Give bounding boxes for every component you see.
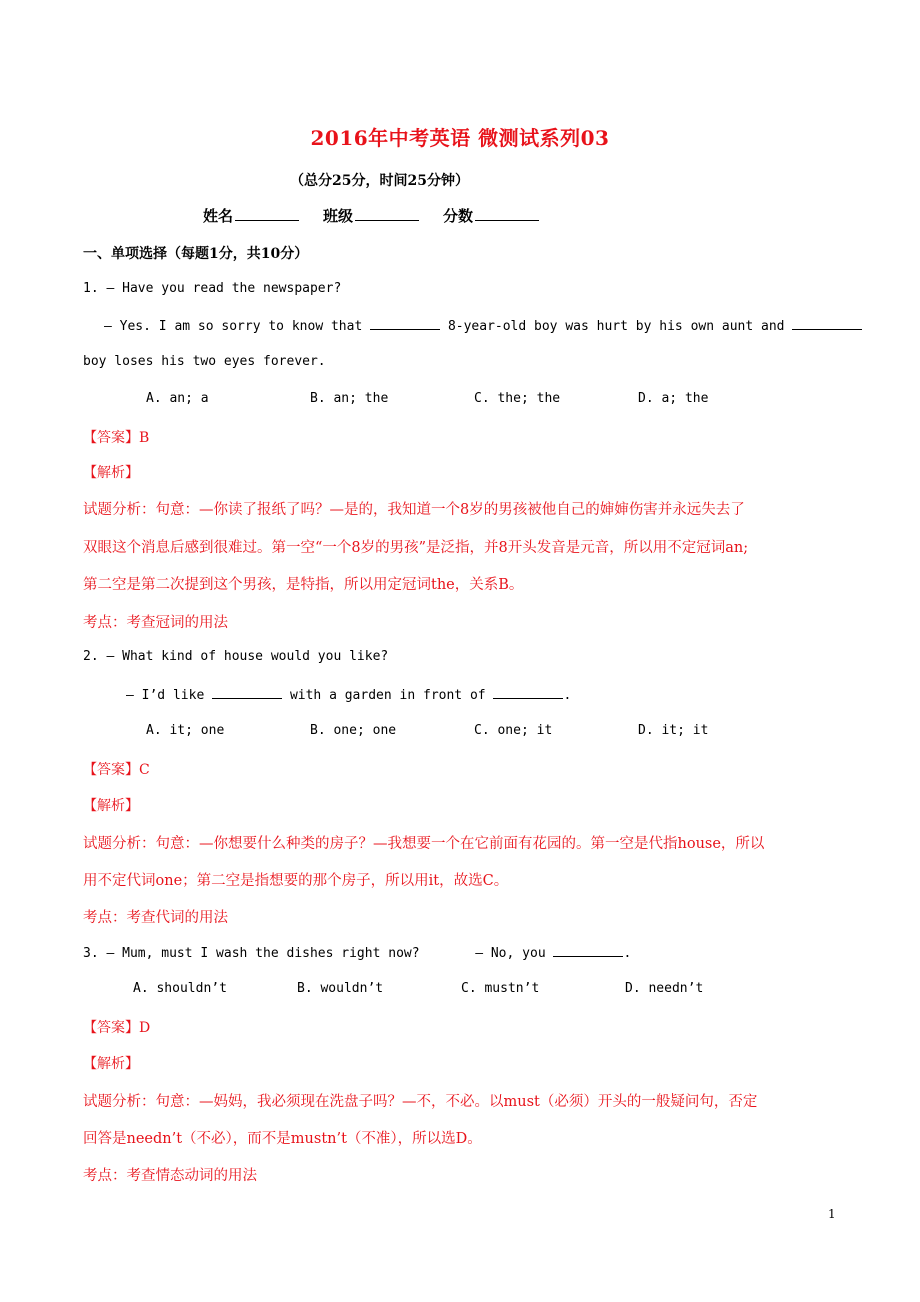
class-field: 班级 (323, 205, 419, 226)
question-1-line1: 1. — Have you read the newspaper? (83, 281, 342, 296)
page-title: 2016年中考英语 微测试系列03 (310, 126, 610, 150)
question-1-point: 考点：考查冠词的用法 (83, 615, 228, 631)
question-3-line1: 3. — Mum, must I wash the dishes right now? — No, you . (83, 946, 632, 961)
option-c: C. the; the (474, 391, 561, 406)
student-info-row (203, 205, 539, 226)
question-1-analysis-line: 第二空是第二次提到这个男孩，是特指，所以用定冠词the，关系B。 (83, 577, 524, 593)
blank (370, 317, 440, 330)
question-3-analysis-label: 【解析】 (83, 1056, 139, 1072)
question-3-analysis-line: 回答是needn’t（不必），而不是mustn’t（不准），所以选D。 (83, 1131, 482, 1147)
question-1-answer: 【答案】B (83, 430, 150, 446)
section-heading: 一、单项选择（每题1分，共10分） (83, 246, 309, 262)
question-1-options (146, 391, 802, 406)
question-3-answer: 【答案】D (83, 1020, 151, 1036)
blank (212, 686, 282, 699)
question-2-options (146, 723, 802, 738)
question-2-line2: — I’d like with a garden in front of . (126, 688, 572, 703)
option-b: B. an; the (310, 391, 389, 406)
option-d: D. a; the (638, 391, 709, 406)
question-1-analysis-label: 【解析】 (83, 465, 139, 481)
blank (493, 686, 563, 699)
blank (792, 317, 862, 330)
question-2-line1: 2. — What kind of house would you like? (83, 649, 389, 664)
option-c: C. mustn’t (461, 981, 540, 996)
question-2-analysis-label: 【解析】 (83, 798, 139, 814)
option-d: D. it; it (638, 723, 709, 738)
question-2-point: 考点：考查代词的用法 (83, 910, 228, 926)
name-blank (235, 206, 299, 221)
blank (553, 944, 623, 957)
question-3-analysis-line: 试题分析：句意：—妈妈，我必须现在洗盘子吗？—不，不必。以must（必须）开头的一般疑问句，否定 (83, 1094, 758, 1110)
question-2-analysis-line: 用不定代词one；第二空是指想要的那个房子，所以用it，故选C。 (83, 873, 509, 889)
question-2-answer: 【答案】C (83, 762, 150, 778)
score-field: 分数 (443, 205, 539, 226)
question-2-analysis-line: 试题分析：句意：—你想要什么种类的房子？—我想要一个在它前面有花园的。第一空是代指house，所以 (83, 836, 765, 852)
question-1-line2: — Yes. I am so sorry to know that 8-year-old boy was hurt by his own aunt and (104, 317, 862, 334)
question-1-analysis-line: 双眼这个消息后感到很难过。第一空“一个8岁的男孩”是泛指，并8开头发音是元音，所以用不定冠词an; (83, 540, 749, 556)
question-1-line3: boy loses his two eyes forever. (83, 354, 326, 369)
option-c: C. one; it (474, 723, 553, 738)
question-1-analysis-line: 试题分析：句意：—你读了报纸了吗？—是的，我知道一个8岁的男孩被他自己的婶婶伤害并永远失去了 (83, 502, 745, 518)
option-d: D. needn’t (625, 981, 704, 996)
option-a: A. an; a (146, 391, 209, 406)
class-blank (355, 206, 419, 221)
score-blank (475, 206, 539, 221)
page-number: 1 (828, 1207, 836, 1221)
exam-info: （总分25分，时间25分钟） (290, 173, 469, 189)
option-a: A. it; one (146, 723, 225, 738)
question-3-options (133, 981, 789, 996)
name-field: 姓名 (203, 205, 299, 226)
option-b: B. one; one (310, 723, 397, 738)
question-3-point: 考点：考查情态动词的用法 (83, 1168, 257, 1184)
option-a: A. shouldn’t (133, 981, 227, 996)
option-b: B. wouldn’t (297, 981, 384, 996)
